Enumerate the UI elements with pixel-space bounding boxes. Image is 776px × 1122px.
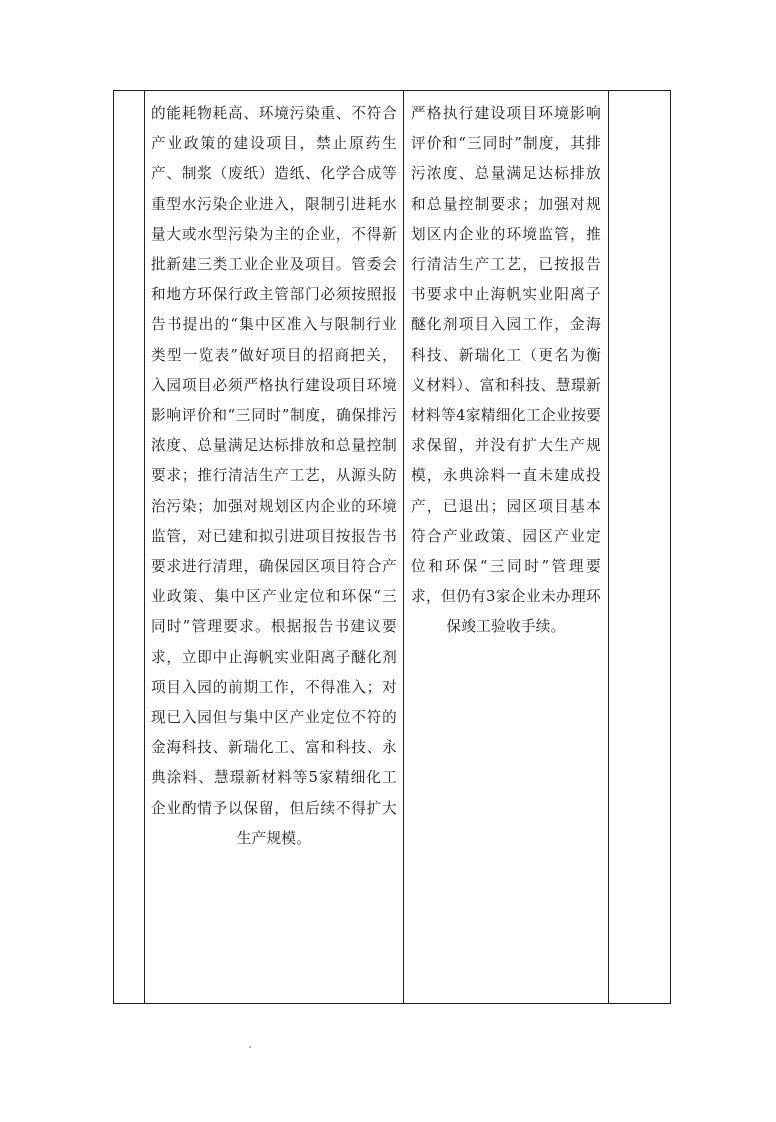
- scan-speck: [249, 1046, 251, 1048]
- document-table: [113, 90, 671, 1004]
- table-cell-implementation: [404, 91, 609, 1004]
- table-cell-index: [114, 91, 145, 1004]
- table-cell-remarks: [609, 91, 671, 1004]
- implementation-text: 严格执行建设项目环境影响评价和“三同时”制度，其排污浓度、总量满足达标排放和总量控制要求；加强对规划区内企业的环境监管，推行清洁生产工艺，已按报告书要求中止海帆实业阳离子醚化剂项目入园工作，金海科技、新瑞化工（更名为衡义材料）、富和科技、慧璟新材料等4家精细化工企业按要求保留，并没有扩大生产规模，永典涂料一直未建成投产，已退出；园区项目基本符合产业政策、园区产业定位和环保“三同时”管理要求，但仍有3家企业未办理环保竣工验收手续。: [411, 105, 601, 636]
- table-cell-requirement: [145, 91, 404, 1004]
- table-row: [114, 91, 671, 1004]
- requirement-text: 的能耗物耗高、环境污染重、不符合产业政策的建设项目，禁止原药生产、制浆（废纸）造纸、化学合成等重型水污染企业进入，限制引进耗水量大或水型污染为主的企业，不得新批新建三类工业企业及项目。管委会和地方环保行政主管部门必须按照报告书提出的“集中区准入与限制行业类型一览表”做好项目的招商把关，入园项目必须严格执行建设项目环境影响评价和“三同时”制度，确保排污浓度、总量满足达标排放和总量控制要求；推行清洁生产工艺，从源头防治污染；加强对规划区内企业的环境监管，对已建和拟引进项目按报告书要求进行清理，确保园区项目符合产业政策、集中区产业定位和环保“三同时”管理要求。根据报告书建议要求，立即中止海帆实业阳离子醚化剂项目入园的前期工作，不得准入；对现已入园但与集中区产业定位不符的金海科技、新瑞化工、富和科技、永典涂料、慧璟新材料等5家精细化工企业酌情予以保留，但后续不得扩大生产规模。: [151, 105, 397, 847]
